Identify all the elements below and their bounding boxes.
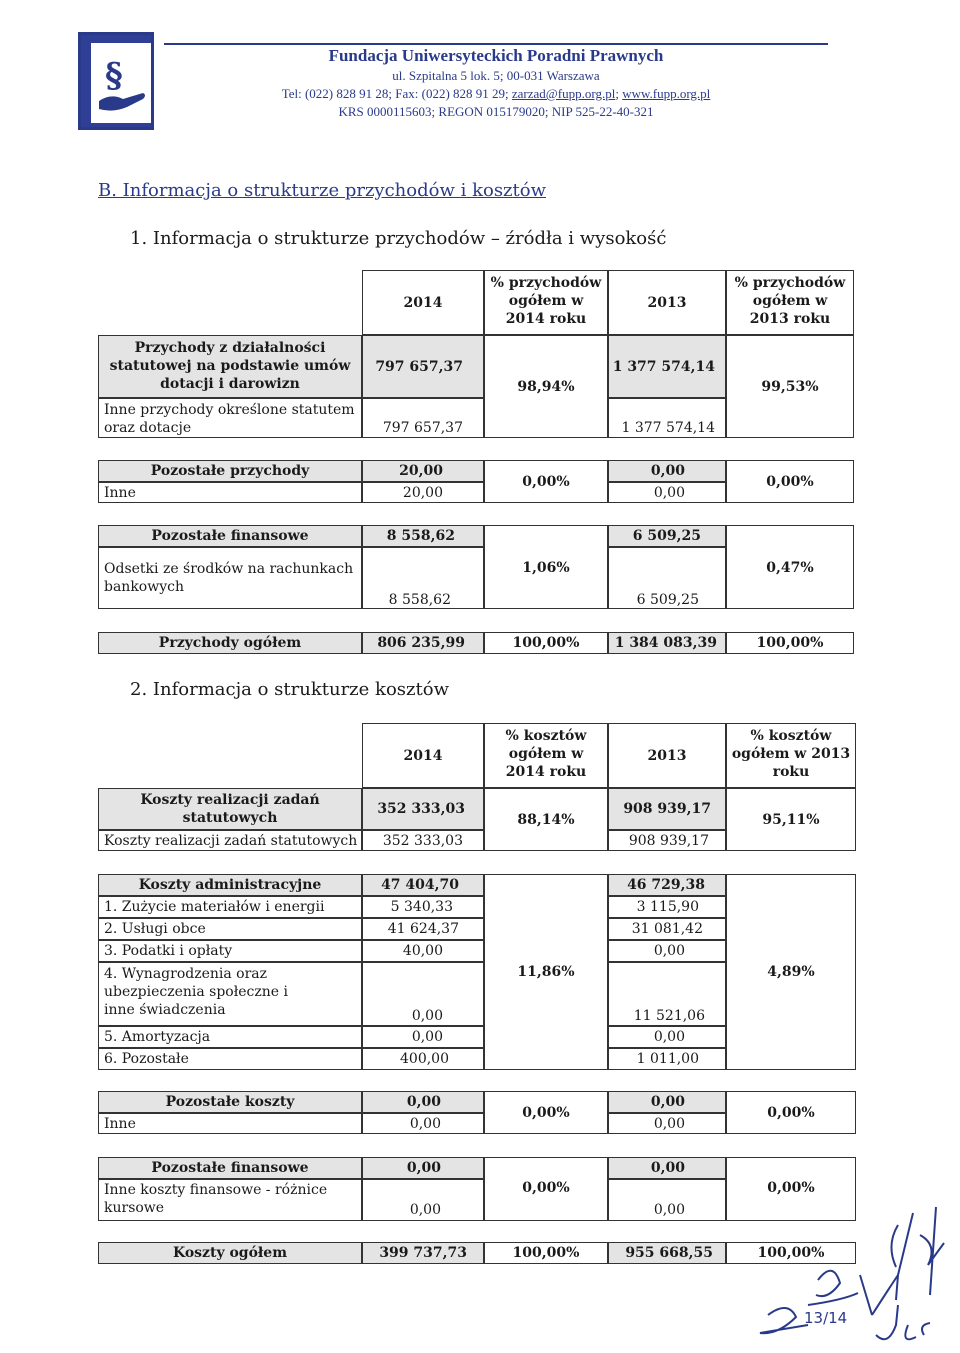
row-label-other-statutory: Inne przychody określone statutem oraz dotacje bbox=[98, 398, 362, 438]
admin-item-2013: 11 521,06 bbox=[608, 962, 726, 1026]
col-header-2014: 2014 bbox=[362, 270, 484, 335]
handwritten-signatures bbox=[748, 1205, 958, 1350]
admin-item-label: 6. Pozostałe bbox=[98, 1048, 362, 1070]
statutory-costs-2014: 352 333,03 bbox=[362, 788, 484, 830]
total-costs-pct-2013: 100,00% bbox=[726, 1242, 856, 1264]
cost-col-header-2014: 2014 bbox=[362, 723, 484, 788]
total-income-pct-2013: 100,00% bbox=[726, 632, 854, 654]
admin-item-2014: 0,00 bbox=[362, 1026, 484, 1048]
statutory-pct-2014: 98,94% bbox=[484, 335, 608, 438]
cost-col-header-pct-2014: % kosztów ogółem w 2014 roku bbox=[484, 723, 608, 788]
org-address: ul. Szpitalna 5 lok. 5; 00-031 Warszawa bbox=[392, 68, 600, 83]
statutory-2014: 797 657,37 bbox=[362, 335, 484, 398]
cost-col-header-2013: 2013 bbox=[608, 723, 726, 788]
admin-item-2014: 400,00 bbox=[362, 1048, 484, 1070]
other-costs-sub-2013: 0,00 bbox=[608, 1113, 726, 1134]
org-name: Fundacja Uniwersyteckich Poradni Prawnych bbox=[328, 46, 664, 65]
other-costs-pct-2014: 0,00% bbox=[484, 1091, 608, 1134]
admin-item-2014: 0,00 bbox=[362, 962, 484, 1026]
admin-costs-2014: 47 404,70 bbox=[362, 874, 484, 896]
row-label-financial-income: Pozostałe finansowe bbox=[98, 525, 362, 547]
other-costs-sub-2014: 0,00 bbox=[362, 1113, 484, 1134]
org-registry: KRS 0000115603; REGON 015179020; NIP 525-22-40-321 bbox=[338, 104, 654, 119]
other-statutory-2014: 797 657,37 bbox=[362, 398, 484, 438]
costs-title: 2. Informacja o strukturze kosztów bbox=[130, 679, 449, 700]
row-label-total-income: Przychody ogółem bbox=[98, 632, 362, 654]
bank-interest-2013: 6 509,25 bbox=[608, 547, 726, 609]
other-income-sub-2014: 20,00 bbox=[362, 482, 484, 503]
other-costs-2013: 0,00 bbox=[608, 1091, 726, 1113]
admin-item-label: 2. Usługi obce bbox=[98, 918, 362, 940]
admin-item-2014: 5 340,33 bbox=[362, 896, 484, 918]
total-costs-2014: 399 737,73 bbox=[362, 1242, 484, 1264]
total-income-2013: 1 384 083,39 bbox=[608, 632, 726, 654]
col-header-2013: 2013 bbox=[608, 270, 726, 335]
statutory-costs-pct-2014: 88,14% bbox=[484, 788, 608, 851]
row-label-bank-interest: Odsetki ze środków na rachunkach bankowych bbox=[98, 547, 362, 609]
statutory-2013: 1 377 574,14 bbox=[608, 335, 726, 398]
row-label-statutory-income: Przychody z działalności statutowej na podstawie umów dotacji i darowizn bbox=[98, 335, 362, 398]
other-income-2014: 20,00 bbox=[362, 460, 484, 482]
statutory-pct-2013: 99,53% bbox=[726, 335, 854, 438]
row-label-other-income-sub: Inne bbox=[98, 482, 362, 503]
other-income-pct-2014: 0,00% bbox=[484, 460, 608, 503]
total-income-pct-2014: 100,00% bbox=[484, 632, 608, 654]
row-label-financial-costs: Pozostałe finansowe bbox=[98, 1157, 362, 1179]
admin-item-label: 5. Amortyzacja bbox=[98, 1026, 362, 1048]
admin-costs-pct-2013: 4,89% bbox=[726, 874, 856, 1070]
financial-income-pct-2014: 1,06% bbox=[484, 525, 608, 609]
total-costs-pct-2014: 100,00% bbox=[484, 1242, 608, 1264]
cost-col-header-pct-2013: % kosztów ogółem w 2013 roku bbox=[726, 723, 856, 788]
admin-item-2013: 1 011,00 bbox=[608, 1048, 726, 1070]
header-rule-top bbox=[164, 43, 828, 45]
admin-item-2013: 0,00 bbox=[608, 940, 726, 962]
admin-item-2013: 0,00 bbox=[608, 1026, 726, 1048]
page-number: 13/14 bbox=[804, 1309, 848, 1327]
total-income-2014: 806 235,99 bbox=[362, 632, 484, 654]
paragraph-hand-icon bbox=[91, 43, 151, 123]
financial-costs-2013: 0,00 bbox=[608, 1157, 726, 1179]
svg-text:§: § bbox=[105, 56, 123, 96]
admin-item-2013: 3 115,90 bbox=[608, 896, 726, 918]
admin-item-label: 4. Wynagrodzenia oraz ubezpieczenia społeczne i inne świadczenia bbox=[98, 962, 362, 1026]
bank-interest-2014: 8 558,62 bbox=[362, 547, 484, 609]
admin-costs-pct-2014: 11,86% bbox=[484, 874, 608, 1070]
admin-item-label: 3. Podatki i opłaty bbox=[98, 940, 362, 962]
statutory-costs-sub-2013: 908 939,17 bbox=[608, 830, 726, 851]
row-label-total-costs: Koszty ogółem bbox=[98, 1242, 362, 1264]
website-link[interactable]: www.fupp.org.pl bbox=[622, 86, 711, 101]
row-label-statutory-costs: Koszty realizacji zadań statutowych bbox=[98, 788, 362, 830]
admin-item-2013: 31 081,42 bbox=[608, 918, 726, 940]
row-label-statutory-costs-sub: Koszty realizacji zadań statutowych bbox=[98, 830, 362, 851]
row-label-other-costs-sub: Inne bbox=[98, 1113, 362, 1134]
statutory-costs-pct-2013: 95,11% bbox=[726, 788, 856, 851]
row-label-fx-differences: Inne koszty finansowe - różnice kursowe bbox=[98, 1179, 362, 1221]
other-income-pct-2013: 0,00% bbox=[726, 460, 854, 503]
total-costs-2013: 955 668,55 bbox=[608, 1242, 726, 1264]
financial-income-2014: 8 558,62 bbox=[362, 525, 484, 547]
financial-costs-2014: 0,00 bbox=[362, 1157, 484, 1179]
admin-item-2014: 40,00 bbox=[362, 940, 484, 962]
row-label-other-income: Pozostałe przychody bbox=[98, 460, 362, 482]
other-income-sub-2013: 0,00 bbox=[608, 482, 726, 503]
row-label-other-costs: Pozostałe koszty bbox=[98, 1091, 362, 1113]
org-contact: Tel: (022) 828 91 28; Fax: (022) 828 91 29; zarzad@fupp.org.pl; www.fupp.org.pl bbox=[281, 86, 711, 101]
other-statutory-2013: 1 377 574,14 bbox=[608, 398, 726, 438]
row-label-admin-costs: Koszty administracyjne bbox=[98, 874, 362, 896]
other-costs-pct-2013: 0,00% bbox=[726, 1091, 856, 1134]
financial-costs-pct-2014: 0,00% bbox=[484, 1157, 608, 1221]
financial-income-pct-2013: 0,47% bbox=[726, 525, 854, 609]
fx-differences-2014: 0,00 bbox=[362, 1179, 484, 1221]
other-income-2013: 0,00 bbox=[608, 460, 726, 482]
email-link[interactable]: zarzad@fupp.org.pl bbox=[511, 86, 616, 101]
foundation-logo bbox=[78, 32, 154, 130]
admin-item-label: 1. Zużycie materiałów i energii bbox=[98, 896, 362, 918]
statutory-costs-2013: 908 939,17 bbox=[608, 788, 726, 830]
financial-income-2013: 6 509,25 bbox=[608, 525, 726, 547]
income-title: 1. Informacja o strukturze przychodów – źródła i wysokość bbox=[130, 228, 667, 249]
statutory-costs-sub-2014: 352 333,03 bbox=[362, 830, 484, 851]
section-title: B. Informacja o strukturze przychodów i kosztów bbox=[98, 180, 547, 201]
admin-item-2014: 41 624,37 bbox=[362, 918, 484, 940]
admin-costs-2013: 46 729,38 bbox=[608, 874, 726, 896]
fx-differences-2013: 0,00 bbox=[608, 1179, 726, 1221]
col-header-pct-2013: % przychodów ogółem w 2013 roku bbox=[726, 270, 854, 335]
financial-costs-pct-2013: 0,00% bbox=[726, 1157, 856, 1221]
other-costs-2014: 0,00 bbox=[362, 1091, 484, 1113]
col-header-pct-2014: % przychodów ogółem w 2014 roku bbox=[484, 270, 608, 335]
